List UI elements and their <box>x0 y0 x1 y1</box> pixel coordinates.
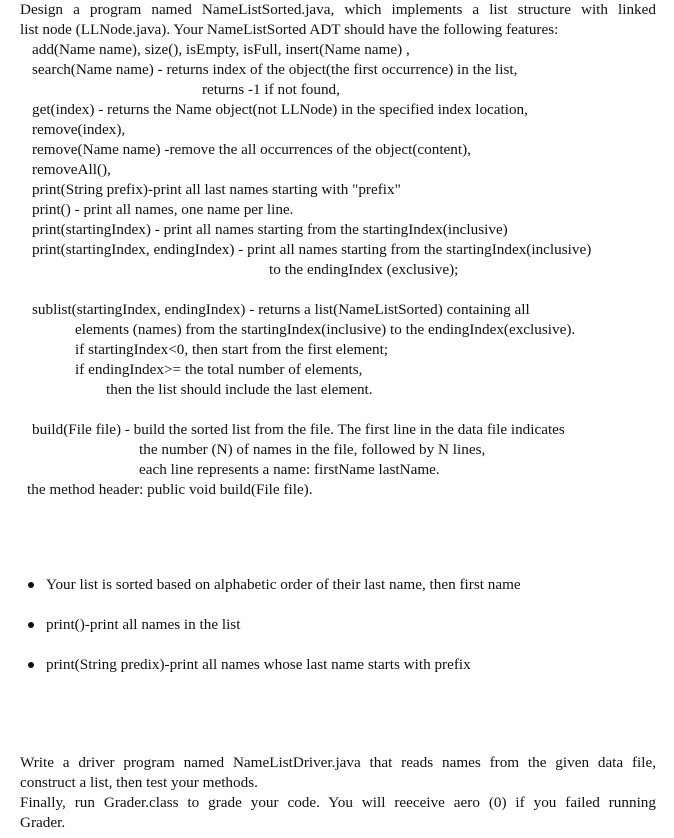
bullet-text: Your list is sorted based on alphabetic order of their last name, then first name <box>46 576 521 593</box>
closing-line-4: Grader. <box>20 814 66 831</box>
intro-line-2: list node (LLNode.java). Your NameListSorted ADT should have the following features: <box>20 21 559 38</box>
sublist-line-4: if endingIndex>= the total number of elements, <box>75 361 363 378</box>
method-print-range: print(startingIndex, endingIndex) - print all names starting from the startingIndex(inclusive) <box>32 241 592 258</box>
bullet-text: print()-print all names in the list <box>46 616 241 633</box>
method-print-prefix: print(String prefix)-print all last names starting with "prefix" <box>32 181 401 198</box>
bullet-text: print(String predix)-print all names whose last name starts with prefix <box>46 656 471 673</box>
closing-line-2: construct a list, then test your methods. <box>20 774 258 791</box>
method-search: search(Name name) - returns index of the object(the first occurrence) in the list, <box>32 61 518 78</box>
closing-line-1: Write a driver program named NameListDriver.java that reads names from the given data file, <box>20 754 656 771</box>
method-remove-name: remove(Name name) -remove the all occurrences of the object(content), <box>32 141 471 158</box>
bullet-item <box>26 615 521 655</box>
build-line-1: build(File file) - build the sorted list from the file. The first line in the data file indicates <box>32 421 565 438</box>
sublist-line-3: if startingIndex<0, then start from the first element; <box>75 341 389 358</box>
sublist-line-5: then the list should include the last element. <box>106 381 373 398</box>
bullet-list <box>26 575 521 695</box>
sublist-line-2: elements (names) from the startingIndex(inclusive) to the endingIndex(exclusive). <box>75 321 576 338</box>
method-add: add(Name name), size(), isEmpty, isFull, insert(Name name) , <box>32 41 410 58</box>
sublist-line-1: sublist(startingIndex, endingIndex) - returns a list(NameListSorted) containing all <box>32 301 530 318</box>
bullet-item <box>26 575 521 615</box>
build-line-2: the number (N) of names in the file, followed by N lines, <box>139 441 486 458</box>
method-remove-all: removeAll(), <box>32 161 111 178</box>
closing-line-3: Finally, run Grader.class to grade your code. You will reeceive aero (0) if you failed running <box>20 794 656 811</box>
method-print: print() - print all names, one name per line. <box>32 201 294 218</box>
method-print-range-cont: to the endingIndex (exclusive); <box>269 261 459 278</box>
bullet-dot-icon <box>28 622 34 628</box>
method-search-return: returns -1 if not found, <box>202 81 340 98</box>
build-line-4: the method header: public void build(File file). <box>27 481 313 498</box>
method-get: get(index) - returns the Name object(not LLNode) in the specified index location, <box>32 101 528 118</box>
bullet-item <box>26 655 521 695</box>
bullet-dot-icon <box>28 662 34 668</box>
method-remove-index: remove(index), <box>32 121 126 138</box>
intro-line-1: Design a program named NameListSorted.java, which implements a list structure with linked <box>20 1 656 18</box>
bullet-dot-icon <box>28 582 34 588</box>
method-print-starting: print(startingIndex) - print all names starting from the startingIndex(inclusive) <box>32 221 508 238</box>
build-line-3: each line represents a name: firstName lastName. <box>139 461 440 478</box>
